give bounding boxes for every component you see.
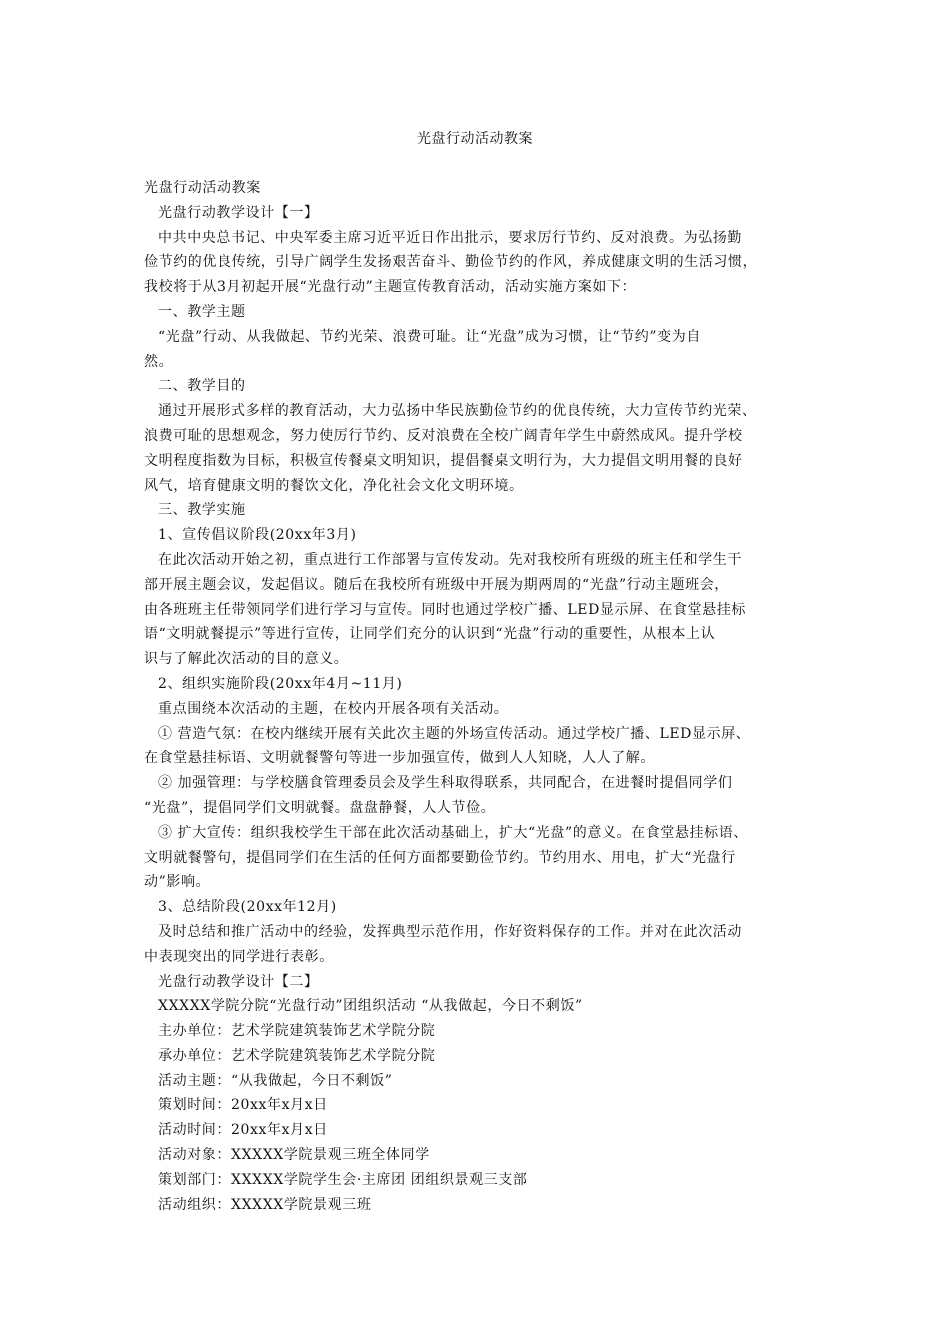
document-line: 策划时间：20xx年x月x日 (158, 1097, 328, 1114)
document-line: ③ 扩大宣传：组织我校学生干部在此次活动基础上，扩大“光盘”的意义。在食堂悬挂标语、 (158, 824, 748, 841)
document-line: 活动主题：“从我做起，今日不剩饭” (158, 1072, 393, 1089)
document-line: 文明就餐警句，提倡同学们在生活的任何方面都要勤俭节约。节约用水、用电，扩大“光盘行 (144, 849, 736, 866)
document-line: 活动时间：20xx年x月x日 (158, 1122, 328, 1139)
document-line: 主办单位：艺术学院建筑装饰艺术学院分院 (158, 1023, 436, 1040)
document-line: 动”影响。 (144, 874, 211, 891)
document-title: 光盘行动活动教案 (417, 131, 533, 147)
document-line: 在此次活动开始之初，重点进行工作部署与宣传发动。先对我校所有班级的班主任和学生干 (158, 551, 742, 568)
document-line: 二、教学目的 (158, 378, 246, 395)
document-line: 中表现突出的同学进行表彰。 (144, 948, 334, 965)
document-line: 由各班班主任带领同学们进行学习与宣传。同时也通过学校广播、LED显示屏、在食堂悬挂标 (144, 601, 746, 618)
document-line: 及时总结和推广活动中的经验，发挥典型示范作用，作好资料保存的工作。并对在此次活动 (158, 923, 742, 940)
document-line: 然。 (144, 353, 174, 370)
document-line: XXXXX学院分院“光盘行动”团组织活动 “从我做起，今日不剩饭” (158, 998, 583, 1015)
document-line: 我校将于从3月初起开展“光盘行动”主题宣传教育活动，活动实施方案如下： (144, 279, 637, 296)
document-line: 部开展主题会议，发起倡议。随后在我校所有班级中开展为期两周的“光盘”行动主题班会， (144, 576, 729, 593)
document-body (144, 176, 814, 1217)
document-line: 承办单位：艺术学院建筑装饰艺术学院分院 (158, 1047, 436, 1064)
document-line: 重点围绕本次活动的主题，在校内开展各项有关活动。 (158, 700, 509, 717)
document-line: “光盘”，提倡同学们文明就餐。盘盘静餐，人人节俭。 (144, 799, 496, 816)
document-line: 风气，培育健康文明的餐饮文化，净化社会文化文明环境。 (144, 477, 524, 494)
document-line: 在食堂悬挂标语、文明就餐警句等进一步加强宣传，做到人人知晓，人人了解。 (144, 750, 655, 767)
document-line: “光盘”行动、从我做起、节约光荣、浪费可耻。让“光盘”成为习惯，让“节约”变为自 (158, 328, 701, 345)
document-line: 1、宣传倡议阶段(20xx年3月) (158, 527, 357, 544)
document-line: 策划部门：XXXXX学院学生会·主席团 团组织景观三支部 (158, 1171, 528, 1188)
document-line: ① 营造气氛：在校内继续开展有关此次主题的外场宣传活动。通过学校广播、LED显示屏、 (158, 725, 751, 742)
document-line: 三、教学实施 (158, 502, 246, 519)
document-line: 光盘行动教学设计【一】 (158, 204, 319, 221)
document-line: 识与了解此次活动的目的意义。 (144, 651, 349, 668)
document-line: 活动对象：XXXXX学院景观三班全体同学 (158, 1147, 430, 1164)
document-line: 中共中央总书记、中央军委主席习近平近日作出批示，要求厉行节约、反对浪费。为弘扬勤 (158, 229, 742, 246)
document-line: ② 加强管理：与学校膳食管理委员会及学生科取得联系，共同配合，在进餐时提倡同学们 (158, 775, 733, 792)
document-line: 2、组织实施阶段(20xx年4月~11月) (158, 675, 403, 692)
document-line: 文明程度指数为目标，积极宣传餐桌文明知识，提倡餐桌文明行为，大力提倡文明用餐的良好 (144, 452, 743, 469)
document-line: 浪费可耻的思想观念，努力使厉行节约、反对浪费在全校广阔青年学生中蔚然成风。提升学校 (144, 427, 743, 444)
document-line: 俭节约的优良传统，引导广阔学生发扬艰苦奋斗、勤俭节约的作风，养成健康文明的生活习惯， (144, 254, 758, 271)
document-line: 光盘行动活动教案 (144, 180, 261, 196)
document-line: 通过开展形式多样的教育活动，大力弘扬中华民族勤俭节约的优良传统，大力宣传节约光荣、 (158, 403, 757, 420)
document-line: 一、教学主题 (158, 303, 246, 320)
document-line: 语“文明就餐提示”等进行宣传，让同学们充分的认识到“光盘”行动的重要性，从根本上认 (144, 626, 716, 643)
document-line: 3、总结阶段(20xx年12月) (158, 899, 337, 916)
document-line: 活动组织：XXXXX学院景观三班 (158, 1196, 372, 1213)
document-line: 光盘行动教学设计【二】 (158, 973, 319, 990)
